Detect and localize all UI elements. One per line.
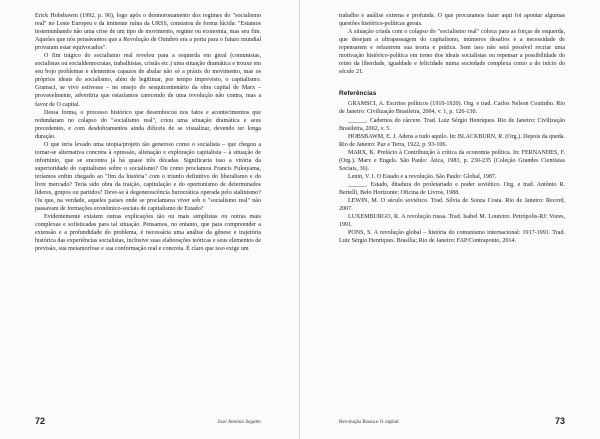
reference-entry: LEWIN, M. O século soviético. Trad. Sílvia de Souza Costa. Rio de Janeiro: Record, 2007. bbox=[339, 197, 565, 213]
reference-entry: MARX, K. Prefácio à Contribuição à crítica da economia política. In: FERNANDES, F. (Org.). Marx e Engels. São Paulo: Ática, 1983, p. 230-235 (Coleção Grandes Cientistas Sociais, 36). bbox=[339, 149, 565, 172]
running-head: Revolução Russa e O capital bbox=[339, 419, 399, 425]
running-head: José Antonio Segatto bbox=[217, 419, 261, 425]
paragraph: Erick Hobsbawm (1992, p. 96), logo após o desmoronamento dos regimes do "socialismo real" no Leste Europeu e da iminente ruína da URSS, constatou de forma lúcida: "Estamos testemunhando não uma crise de um tipo de movimento, regime ou economia, mas seu fim. Aqueles que nós pensávamos que a Revolução de Outubro era a porta para o futuro mundial provaram estar equivocados". bbox=[35, 13, 261, 52]
page-number: 73 bbox=[554, 416, 565, 426]
paragraph: Dessa forma, o processo histórico que desembocou nos fatos e acontecimentos que redundaram no colapso do "socialismo real", criou uma situação dramática e seus precedentes, e com desdobramentos ainda difíceis de se visualizar, devendo ter longa duração. bbox=[35, 109, 261, 140]
reference-entry: PONS, S. A revolução global – história do comunismo internacional: 1917-1991. Trad. Luiz Sérgio Henriques. Brasília; Rio de Janeiro: FAP/Contraponto, 2014. bbox=[339, 230, 565, 245]
references-heading: Referências bbox=[339, 90, 377, 98]
paragraph: A situação criada com o colapso do "socialismo real" coloca para as forças de esquerda, que desejam a ultrapassagem do capitalismo, inúmeros desafios e a necessidade de repensarem e refazerem sua teoria e prática. Sem isso não será possível recriar uma motivação histórico-política em torno dos ideais socialistas ou repensar a possibilidade do reino da liberdade, igualdade e felicidade numa sociedade complexa como a do início do século 21. bbox=[339, 29, 565, 76]
reference-entry: LUXEMBURGO, R. A revolução russa. Trad. Isabel M. Loureiro. Petrópolis-RJ: Vozes, 1991. bbox=[339, 214, 565, 229]
right-page bbox=[300, 0, 600, 439]
reference-entry: GRAMSCI, A. Escritos políticos (1910-1920). Org. e trad. Carlos Nelson Coutinho. Rio de Janeiro: Civilização Brasileira, 2004, v. 1, p. 126-130. bbox=[339, 101, 565, 116]
left-text-column bbox=[35, 12, 261, 253]
paragraph: O fim trágico do socialismo real revelou para a esquerda em geral (comunistas, socialistas ou socialdemocratas, trabalhistas, cristãs etc.) uma situação dramática e trouxe em seu bojo problemas e elementos capazes de abalar não só a práxis do movimento, mas os próprios ideais do socialismo, além de legitimar, por tempo imprevisto, o capitalismo. Gramsci, se vivo estivesse – no ensejo do sesquicentenário da obra capital de Marx – provavelmente, advertiria que estaríamos carecendo de uma revolução não contra, mas a favor de O capital. bbox=[35, 53, 261, 108]
page-number: 72 bbox=[35, 416, 46, 426]
paragraph: trabalho e análise externa e profunda. O que procuramos fazer aqui foi apontar algumas questões histórico-políticas gerais. bbox=[339, 13, 565, 28]
reference-entry: ______. Estado, ditadura do proletariado e poder soviético. Org. e trad. Antônio R. Bertelli, Belo Horizonte: Oficina de Livros, 1988. bbox=[339, 181, 565, 196]
reference-entry: Lenin, V. I. O Estado e a revolução. São Paulo: Global, 1987. bbox=[348, 173, 497, 180]
right-text-column bbox=[339, 12, 565, 245]
reference-entry: ______. Cadernos do cárcere. Trad. Luiz Sérgio Henriques. Rio de Janeiro: Civilização Brasileira, 2002, v. 5. bbox=[339, 117, 565, 132]
paragraph: O que teria levado uma utopia/projeto tão generoso como o socialista – que chegou a tornar-se alternativa concreta à opressão, alienação e exploração capitalista – à situação de infortúnio, que se encontra já há quase três décadas. Significaria isso a vitória da superioridade do capitalismo sobre o socialismo? Ou como proclamou Francis Fukuyama, teríamos enfim chegado ao "fim da história" com o triunfo definitivo do liberalismo e do livre mercado? Teria sido obra da traição, capitulação e do oportunismo de determinados líderes, grupos ou partidos? Deve-se à degenerescência burocrática operada pelo stalinismo? Ou que, na verdade, aqueles países onde se proclamava viver sob o "socialismo real" não passavam de formações econômico-sociais de capitalismo de Estado? bbox=[35, 141, 261, 213]
reference-entry: HOBSBAWM, E. J. Adeus a tudo aquilo. In: BLACKBURN, R. (Org.). Depois da queda. Rio de Janeiro: Paz e Terra, 1922, p. 93-106. bbox=[339, 133, 565, 148]
paragraph: Evidentemente existem outras explicações tão ou mais simplistas ou outras mais complexas e sofisticadas para tal situação. Pensamos, no entanto, que para compreender a extensão e a profundidade do problema, é necessária uma análise da gênese e trajetória histórica das experiências socialistas, inclusive suas elaborações teóricas e seus elementos de previsão, sua metamorfose e sua conformação real e concreta. É claro que isso exige um bbox=[35, 214, 261, 253]
